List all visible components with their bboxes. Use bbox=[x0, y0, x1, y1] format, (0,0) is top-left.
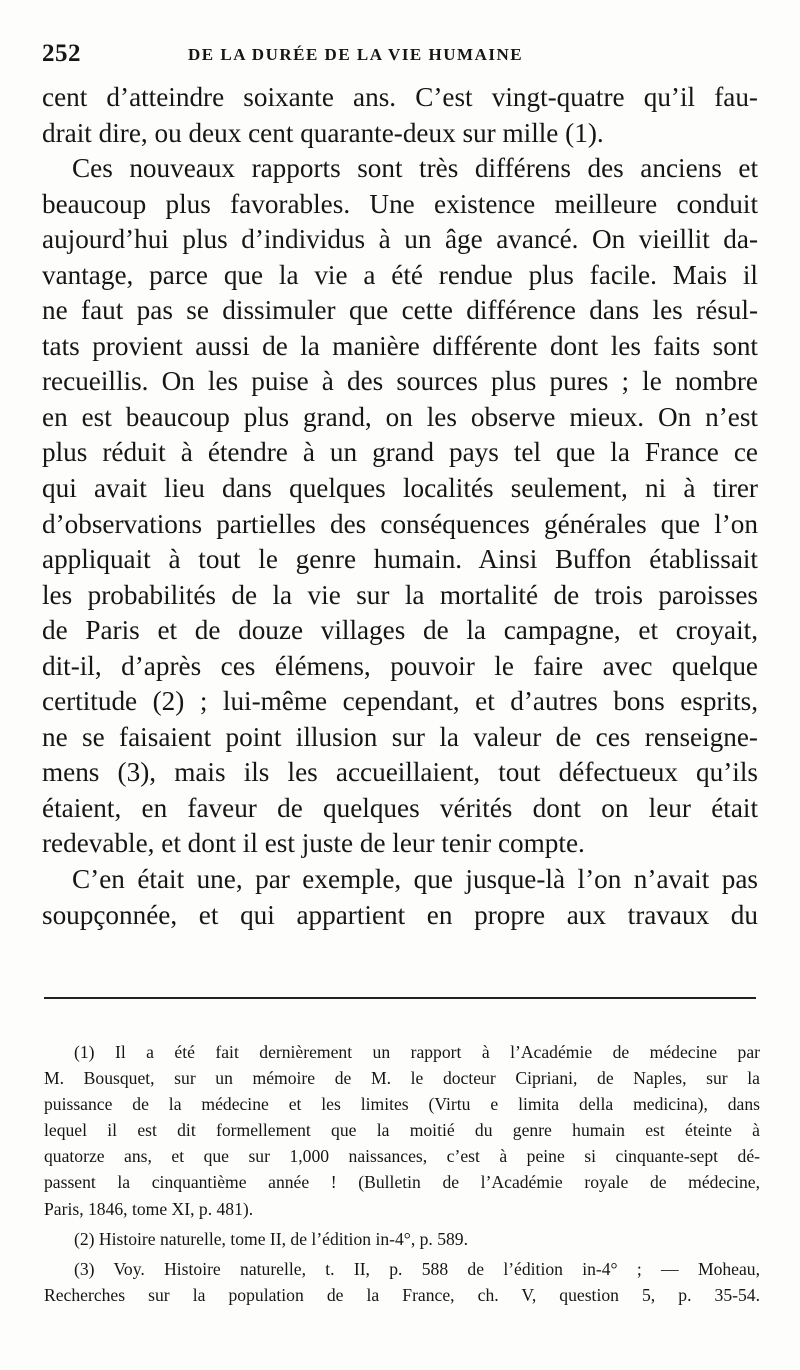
text-line: cent d’atteindre soixante ans. C’est vingt-quatre qu’il fau- bbox=[42, 82, 758, 112]
running-title: DE LA DURÉE DE LA VIE HUMAINE bbox=[188, 45, 524, 64]
text-line: vantage, parce que la vie a été rendue plus facile. Mais il bbox=[42, 259, 758, 290]
footnote-line: (3) Voy. Histoire naturelle, t. II, p. 588 de l’édition in-4° ; — Moheau, bbox=[74, 1258, 760, 1279]
text-line: redevable, et dont il est juste de leur tenir compte. bbox=[42, 828, 585, 859]
text-line: tats provient aussi de la manière différente dont les faits sont bbox=[42, 330, 758, 361]
text-line: en est beaucoup plus grand, on les observe mieux. On n’est bbox=[42, 401, 758, 432]
text-line: beaucoup plus favorables. Une existence meilleure conduit bbox=[42, 188, 758, 219]
text-line: les probabilités de la vie sur la mortalité de trois paroisses bbox=[42, 579, 758, 610]
footnotes bbox=[44, 1039, 760, 1308]
footnote-line: (2) Histoire naturelle, tome II, de l’édition in-4°, p. 589. bbox=[74, 1228, 468, 1249]
text-line: appliquait à tout le genre humain. Ainsi Buffon établissait bbox=[42, 544, 758, 575]
footnote-line: (1) Il a été fait dernièrement un rapport à l’Académie de médecine par bbox=[74, 1042, 760, 1062]
footnote-line: passent la cinquantième année ! (Bulletin de l’Académie royale de médecine, bbox=[44, 1172, 760, 1193]
footnote-line: lequel il est dit formellement que la moitié du genre humain est éteinte à bbox=[44, 1120, 760, 1141]
text-line: recueillis. On les puise à des sources plus pures ; le nombre bbox=[42, 366, 758, 397]
footnote-line: Recherches sur la population de la France, ch. V, question 5, p. 35-54. bbox=[44, 1284, 760, 1305]
text-line: mens (3), mais ils les accueillaient, tout défectueux qu’ils bbox=[42, 757, 758, 788]
footnote-line: puissance de la médecine et les limites (Virtu e limita della medicina), dans bbox=[44, 1094, 760, 1115]
text-line: étaient, en faveur de quelques vérités dont on leur était bbox=[42, 792, 758, 823]
footnote-divider bbox=[44, 997, 756, 999]
text-line: aujourd’hui plus d’individus à un âge avancé. On vieillit da- bbox=[42, 224, 758, 255]
text-line: plus réduit à étendre à un grand pays tel que la France ce bbox=[42, 437, 758, 468]
footnote-line: M. Bousquet, sur un mémoire de M. le docteur Cipriani, de Naples, sur la bbox=[44, 1068, 760, 1089]
text-line: C’en était une, par exemple, que jusque-là l’on n’avait pas bbox=[72, 864, 758, 895]
page-number: 252 bbox=[42, 40, 81, 67]
page-header bbox=[42, 40, 758, 70]
text-line: dit-il, d’après ces élémens, pouvoir le faire avec quelque bbox=[42, 650, 758, 681]
footnote-line: Paris, 1846, tome XI, p. 481). bbox=[44, 1198, 254, 1219]
text-line: qui avait lieu dans quelques localités seulement, ni à tirer bbox=[42, 473, 758, 504]
text-line: ne se faisaient point illusion sur la valeur de ces renseigne- bbox=[42, 721, 758, 752]
text-line: ne faut pas se dissimuler que cette différence dans les résul- bbox=[42, 295, 758, 326]
text-line: soupçonnée, et qui appartient en propre aux travaux du bbox=[42, 899, 758, 930]
text-line: drait dire, ou deux cent quarante-deux sur mille (1). bbox=[42, 117, 604, 148]
body-text bbox=[42, 80, 758, 933]
text-line: de Paris et de douze villages de la campagne, et croyait, bbox=[42, 615, 758, 646]
text-line: certitude (2) ; lui-même cependant, et d’autres bons esprits, bbox=[42, 686, 758, 717]
text-line: d’observations partielles des conséquences générales que l’on bbox=[42, 508, 758, 539]
text-line: Ces nouveaux rapports sont très différens des anciens et bbox=[72, 153, 758, 184]
footnote-line: quatorze ans, et que sur 1,000 naissances, c’est à peine si cinquante-sept dé- bbox=[44, 1146, 760, 1167]
